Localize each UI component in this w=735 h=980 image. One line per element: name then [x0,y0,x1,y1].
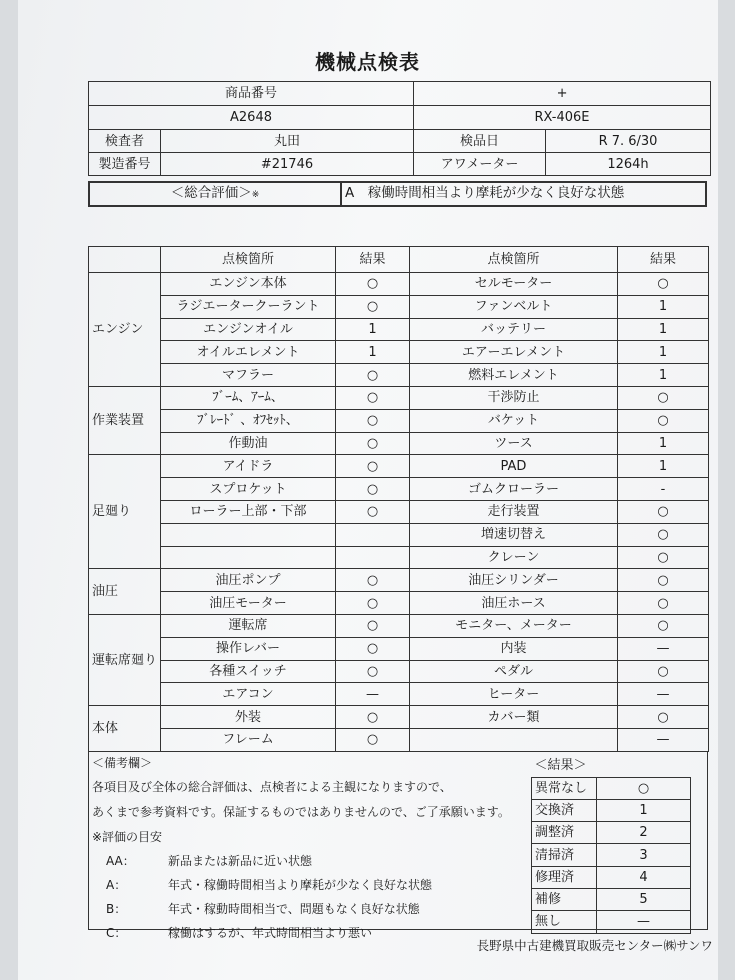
legend-row [532,888,691,910]
checklist-header-result-right: 結果 [618,247,709,273]
legend-row [532,777,691,799]
guide-heading: ※評価の目安 [92,830,163,844]
check-item-right: 内装 [410,637,618,660]
check-item-right: 走行装置 [410,500,618,523]
page-title: 機械点検表 [315,50,420,74]
check-result-right: — [618,728,709,751]
check-item-right: ペダル [410,660,618,683]
check-item-left: オイルエレメント [161,341,336,364]
legend-label: 修理済 [532,866,597,888]
check-result-right: — [618,637,709,660]
check-result-right: ○ [618,569,709,592]
check-item-right: ヒーター [410,683,618,706]
check-result-left: ○ [336,500,410,523]
check-result-left [336,523,410,546]
checklist-row [89,295,709,318]
grade-description: 年式・稼働時間相当より摩耗が少なく良好な状態 [168,878,433,892]
legend-label: 補修 [532,888,597,910]
product-no-label: 商品番号 [89,82,414,106]
inspect-date-label: 検品日 [414,130,546,153]
grade-list [92,852,532,941]
check-item-left: 操作レバー [161,637,336,660]
check-item-right: 増速切替え [410,523,618,546]
checklist-header-category [89,247,161,273]
check-item-left: フレーム [161,728,336,751]
check-item-right: ゴムクローラー [410,478,618,501]
checklist-row [89,706,709,729]
check-item-right: バッテリー [410,318,618,341]
grade-description: 新品または新品に近い状態 [168,854,313,868]
check-item-left: ラジエータークーラント [161,295,336,318]
legend-symbol: 5 [597,888,691,910]
legend-symbol: 4 [597,866,691,888]
serial-label: 製造番号 [89,153,161,176]
check-item-left: エアコン [161,683,336,706]
check-result-left: — [336,683,410,706]
inspector-label: 検査者 [89,130,161,153]
checklist-row [89,318,709,341]
check-item-right: クレーン [410,546,618,569]
category-label: 本体 [89,706,161,752]
checklist-row [89,341,709,364]
footer-company: 長野県中古建機買取販売センター㈱サンワ [476,938,713,953]
check-result-right: 1 [618,455,709,478]
overall-label-cell [89,182,341,206]
legend-row [532,911,691,933]
check-result-left: 1 [336,318,410,341]
check-result-left: ○ [336,364,410,387]
checklist-row [89,683,709,706]
check-result-right: ○ [618,592,709,615]
check-result-left: ○ [336,273,410,296]
legend-symbol: 1 [597,799,691,821]
check-result-right: 1 [618,295,709,318]
check-item-right: バケット [410,409,618,432]
grade-code: C： [106,926,127,940]
result-legend [531,755,691,934]
check-item-left: 油圧ポンプ [161,569,336,592]
remarks-line-2: あくまで参考資料です。保証するものではありませんので、ご了承願います。 [92,805,510,819]
category-label: エンジン [89,273,161,387]
check-item-left: ﾌﾞｰﾑ、ｱｰﾑ、 [161,386,336,409]
model-value: RX-406E [414,106,711,130]
check-item-left: 油圧モーター [161,592,336,615]
check-result-right: 1 [618,318,709,341]
check-item-left: 外装 [161,706,336,729]
inspector-value: 丸田 [161,130,414,153]
checklist-row [89,728,709,751]
check-item-right: ファンベルト [410,295,618,318]
check-item-left: 作動油 [161,432,336,455]
overall-label: ＜総合評価＞ [170,185,252,202]
check-item-right: モニター、メーター [410,614,618,637]
plus-mark: + [414,82,711,106]
check-item-right: 燃料エレメント [410,364,618,387]
check-item-right: 干渉防止 [410,386,618,409]
check-item-left: エンジンオイル [161,318,336,341]
legend-symbol: 2 [597,822,691,844]
check-item-right: カバー類 [410,706,618,729]
check-result-left: ○ [336,637,410,660]
check-item-left: スプロケット [161,478,336,501]
check-result-left: 1 [336,341,410,364]
check-result-left: ○ [336,295,410,318]
grade-code: A： [106,878,127,892]
overall-evaluation [88,181,707,207]
check-result-left: ○ [336,455,410,478]
check-result-left: ○ [336,706,410,729]
hour-meter-value: 1264h [546,153,711,176]
check-result-right: ○ [618,409,709,432]
hour-meter-label: アワメーター [414,153,546,176]
grade-code: AA： [106,854,135,868]
check-item-right: PAD [410,455,618,478]
check-result-left: ○ [336,569,410,592]
checklist-row [89,432,709,455]
check-item-right: 油圧ホース [410,592,618,615]
legend-label: 清掃済 [532,844,597,866]
legend-heading: ＜結果＞ [532,755,691,777]
grade-row [92,900,532,917]
legend-label: 無し [532,911,597,933]
grade-code: B： [106,902,127,916]
legend-label: 交換済 [532,799,597,821]
check-item-left: ローラー上部・下部 [161,500,336,523]
checklist-header-point-right: 点検箇所 [410,247,618,273]
category-label: 足廻り [89,455,161,569]
legend-symbol: 3 [597,844,691,866]
check-result-left: ○ [336,728,410,751]
checklist-row [89,500,709,523]
check-result-left: ○ [336,592,410,615]
checklist-row [89,637,709,660]
check-item-left: ﾌﾞﾚｰﾄﾞ 、ｵﾌｾｯﾄ、 [161,409,336,432]
check-result-right: 1 [618,432,709,455]
checklist-table [88,246,709,752]
checklist-row [89,386,709,409]
grade-description: 稼働はするが、年式時間相当より悪い [168,926,373,940]
overall-value: A 稼働時間相当より摩耗が少なく良好な状態 [341,182,706,206]
check-item-left [161,523,336,546]
checklist-row [89,455,709,478]
overall-note-mark: ※ [251,190,260,201]
check-item-left: エンジン本体 [161,273,336,296]
checklist-row [89,364,709,387]
grade-row [92,852,532,869]
check-item-left: 運転席 [161,614,336,637]
check-result-left: ○ [336,386,410,409]
checklist-row [89,546,709,569]
check-result-left: ○ [336,409,410,432]
check-result-right: 1 [618,364,709,387]
check-item-right: セルモーター [410,273,618,296]
checklist-row [89,614,709,637]
checklist-row [89,523,709,546]
legend-symbol: — [597,911,691,933]
product-no-value: A2648 [89,106,414,130]
category-label: 作業装置 [89,386,161,454]
remarks [92,752,532,941]
legend-row [532,844,691,866]
header-info-table [88,81,711,176]
check-result-left: ○ [336,432,410,455]
legend-label: 異常なし [532,777,597,799]
check-result-right: ○ [618,614,709,637]
check-result-right: ○ [618,660,709,683]
checklist-header-result-left: 結果 [336,247,410,273]
checklist-row [89,409,709,432]
legend-row [532,866,691,888]
check-item-right: 油圧シリンダー [410,569,618,592]
check-item-right: エアーエレメント [410,341,618,364]
grade-row [92,924,532,941]
grade-description: 年式・稼動時間相当で、問題もなく良好な状態 [168,902,420,916]
category-label: 運転席廻り [89,614,161,705]
check-result-right: ○ [618,386,709,409]
legend-symbol: ○ [597,777,691,799]
serial-value: #21746 [161,153,414,176]
check-result-right: ○ [618,706,709,729]
check-result-right: ○ [618,500,709,523]
check-result-right: ○ [618,523,709,546]
checklist-header-point-left: 点検箇所 [161,247,336,273]
check-result-left: ○ [336,660,410,683]
checklist-row [89,273,709,296]
check-result-right: ○ [618,273,709,296]
check-result-left [336,546,410,569]
check-result-right: - [618,478,709,501]
check-item-left: マフラー [161,364,336,387]
inspect-date-value: R 7. 6/30 [546,130,711,153]
remarks-heading: ＜備考欄＞ [92,756,153,770]
legend-row [532,822,691,844]
check-item-right: ツース [410,432,618,455]
grade-row [92,876,532,893]
legend-row [532,799,691,821]
check-result-left: ○ [336,478,410,501]
remarks-line-1: 各項目及び全体の総合評価は、点検者による主観になりますので、 [92,780,452,794]
check-result-right: ○ [618,546,709,569]
checklist-row [89,592,709,615]
check-item-right [410,728,618,751]
check-item-left: アイドラ [161,455,336,478]
check-item-left [161,546,336,569]
check-result-right: 1 [618,341,709,364]
checklist-row [89,660,709,683]
check-result-right: — [618,683,709,706]
checklist-row [89,569,709,592]
check-item-left: 各種スイッチ [161,660,336,683]
checklist-row [89,478,709,501]
category-label: 油圧 [89,569,161,615]
check-result-left: ○ [336,614,410,637]
legend-label: 調整済 [532,822,597,844]
